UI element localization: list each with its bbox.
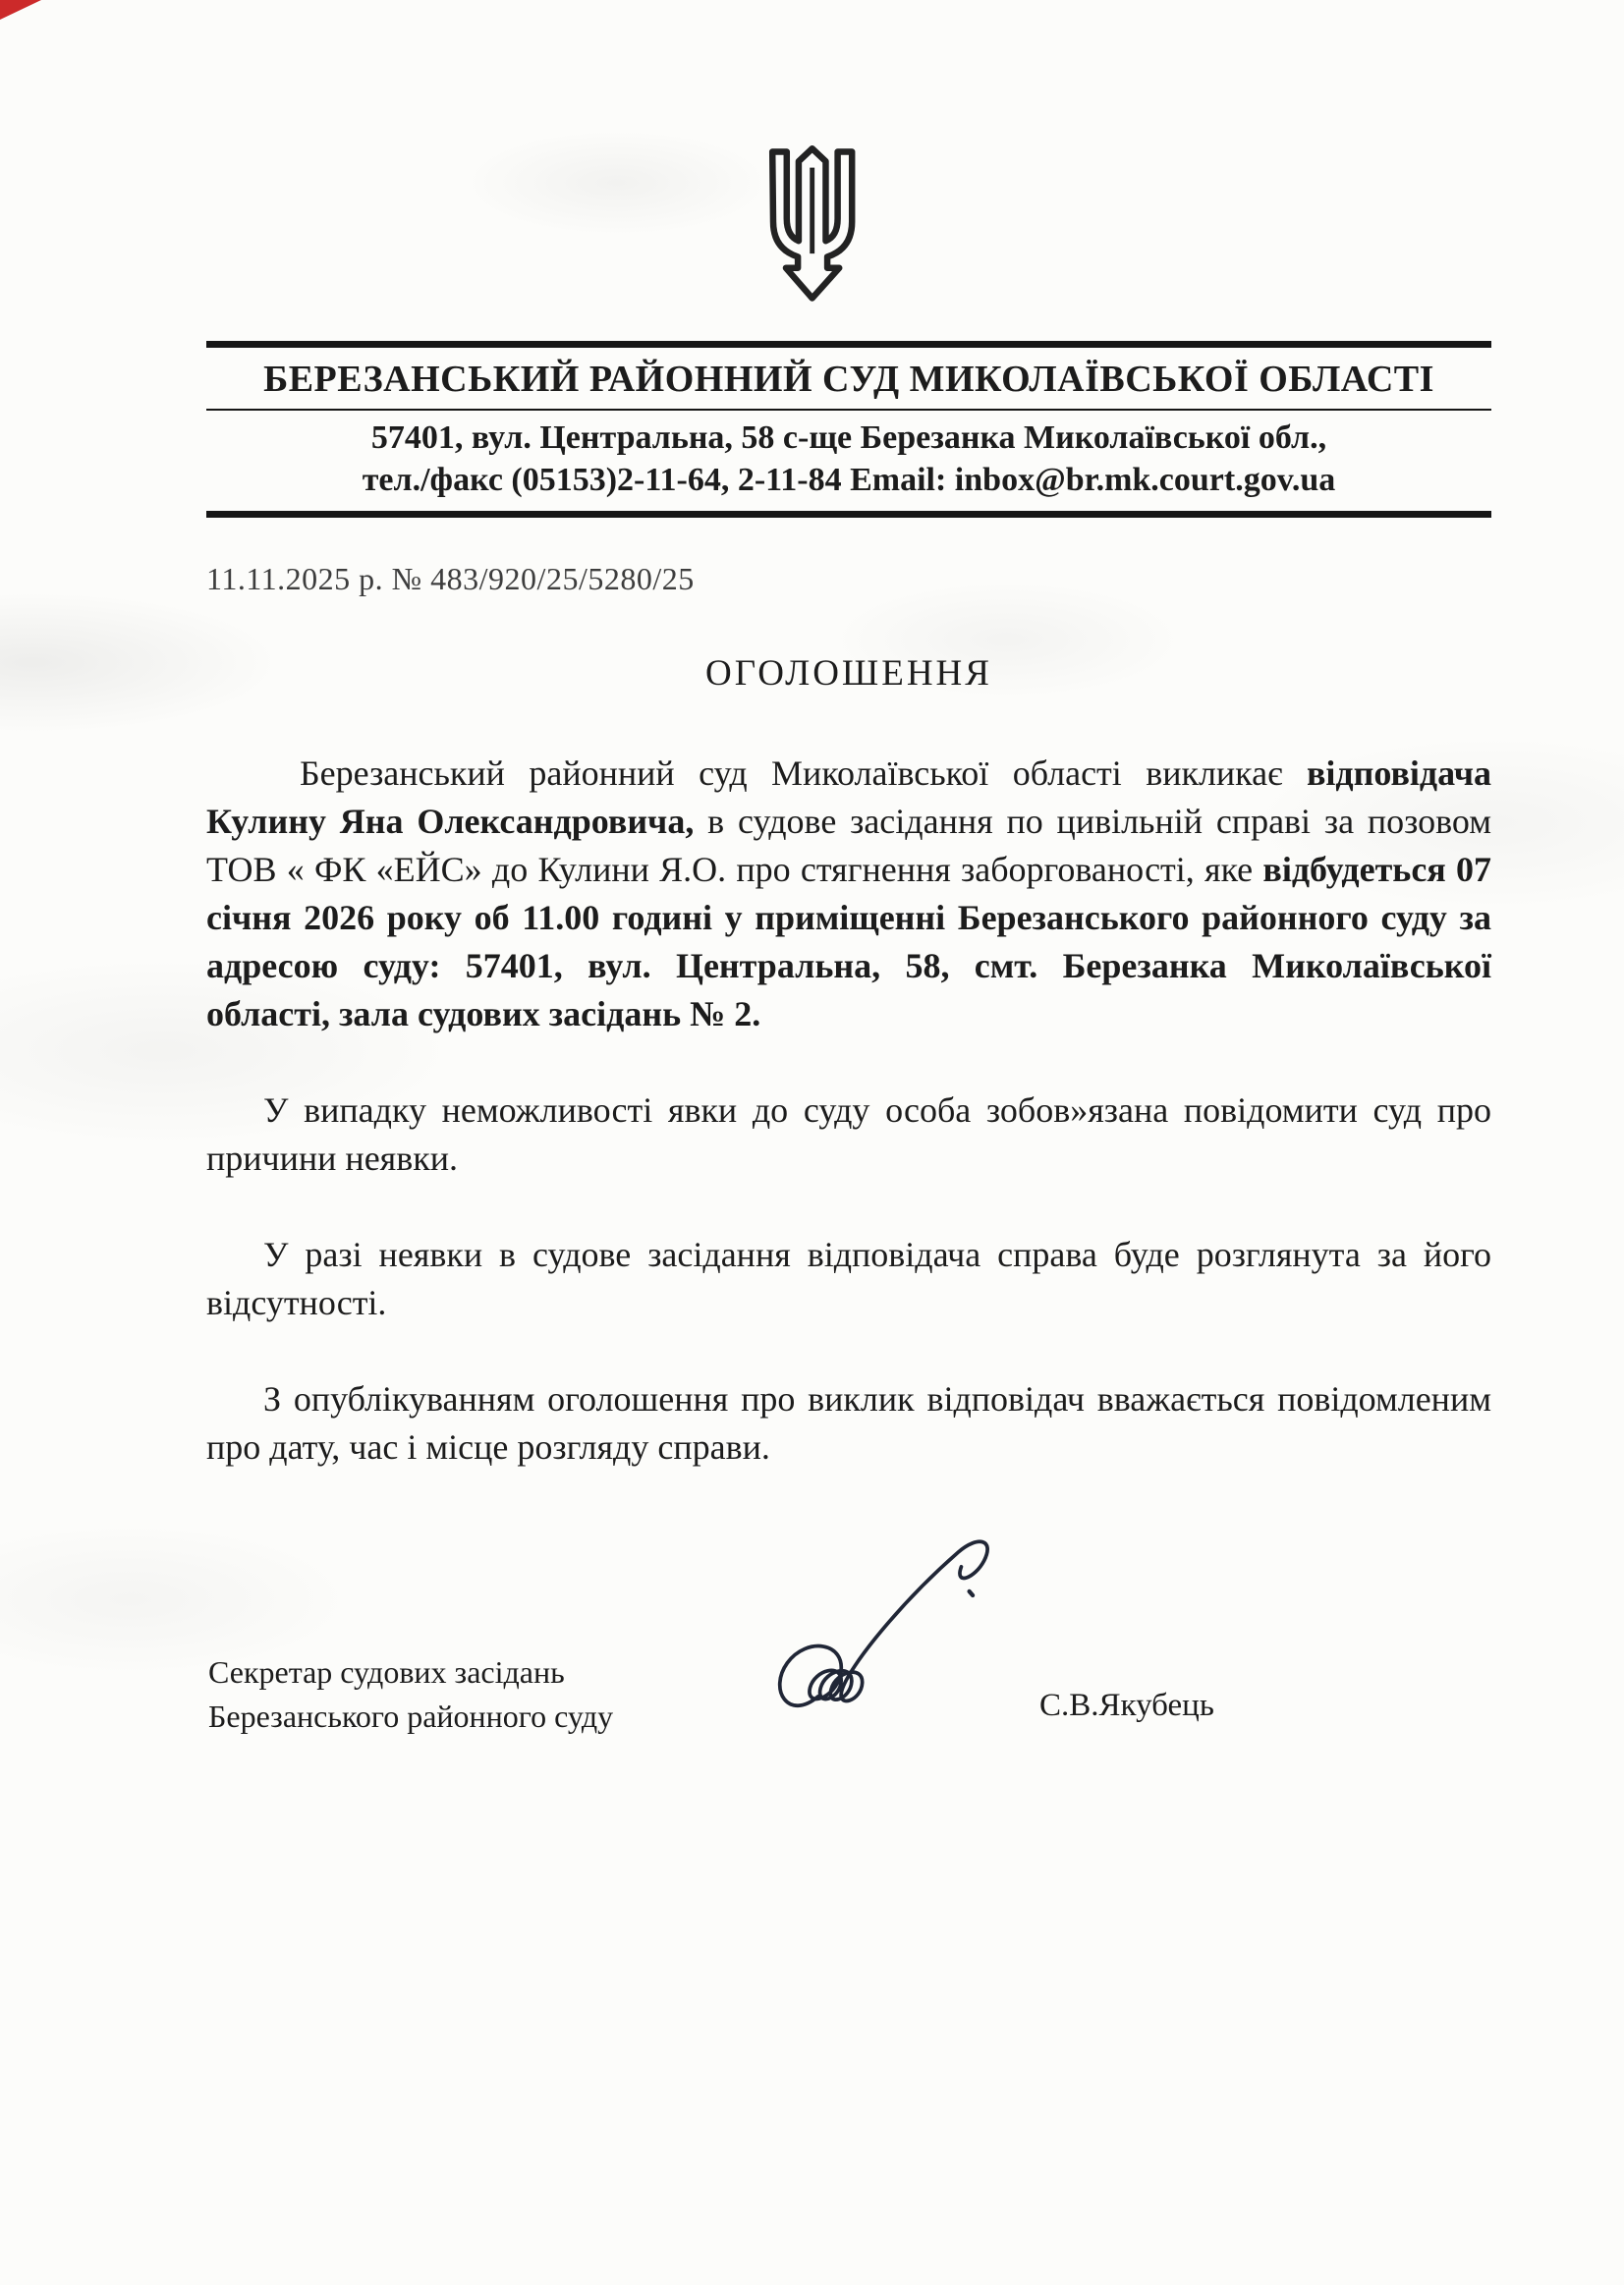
court-address-line: 57401, вул. Центральна, 58 с-ще Березанка Миколаївської обл., [370,419,1327,456]
p1-run-3: в судове засідання по цивільній справі за позовом ТОВ « ФК «ЕЙС» до Кулини Я.О. про стягнення заборгованості, яке [206,802,1491,889]
court-name: БЕРЕЗАНСЬКИЙ РАЙОННИЙ СУД МИКОЛАЇВСЬКОЇ ОБЛАСТІ [263,359,1434,400]
signatory-name: С.В.Якубець [1039,1688,1214,1723]
date-and-case-number: 11.11.2025 р. № 483/920/25/5280/25 [206,561,695,596]
announcement-paragraph-2: У випадку неможливості явки до суду особа зобов»язана повідомити суд про причини неявки. [206,1090,1491,1178]
announcement-paragraph-3: У разі неявки в судове засідання відповідача справа буде розглянута за його відсутності. [206,1235,1491,1322]
content-column [206,341,1491,1863]
signatory-role [208,1650,613,1739]
p1-run-4-hearing-details: відбудеться 07 січня 2026 року об 11.00 годині у приміщенні Березанського районного суду за адресою суду: 57401, вул. Центральна, 58, смт. Березанка Миколаївської області, зала судових засідань № 2. [206,850,1492,1033]
signatory-role-line-1: Секретар судових засідань [208,1654,565,1690]
handwritten-signature [756,1533,1071,1749]
letterhead-top-rule [206,341,1491,348]
emblem-container [0,0,1624,307]
announcement-paragraph-1 [206,750,1491,1038]
announcement-paragraph-4: З опублікуванням оголошення про виклик відповідач вважається повідомленим про дату, час і місце розгляду справи. [206,1379,1491,1467]
letterhead [206,341,1491,518]
p1-run-1: Березанський районний суд Миколаївської області викликає [300,753,1307,793]
letterhead-address-block [206,411,1491,511]
court-contacts-line: тел./факс (05153)2-11-64, 2-11-84 Email: inbox@br.mk.court.gov.ua [362,462,1336,498]
signature-block [206,1548,1491,1863]
document-title: ОГОЛОШЕННЯ [705,653,992,694]
signatory-role-line-2: Березанського районного суду [208,1699,614,1734]
letterhead-bottom-rule [206,511,1491,518]
ukraine-trident-icon [756,292,868,308]
p1-run-2-defendant-name: відповідача Кулину Яна Олександровича, [206,753,1491,841]
